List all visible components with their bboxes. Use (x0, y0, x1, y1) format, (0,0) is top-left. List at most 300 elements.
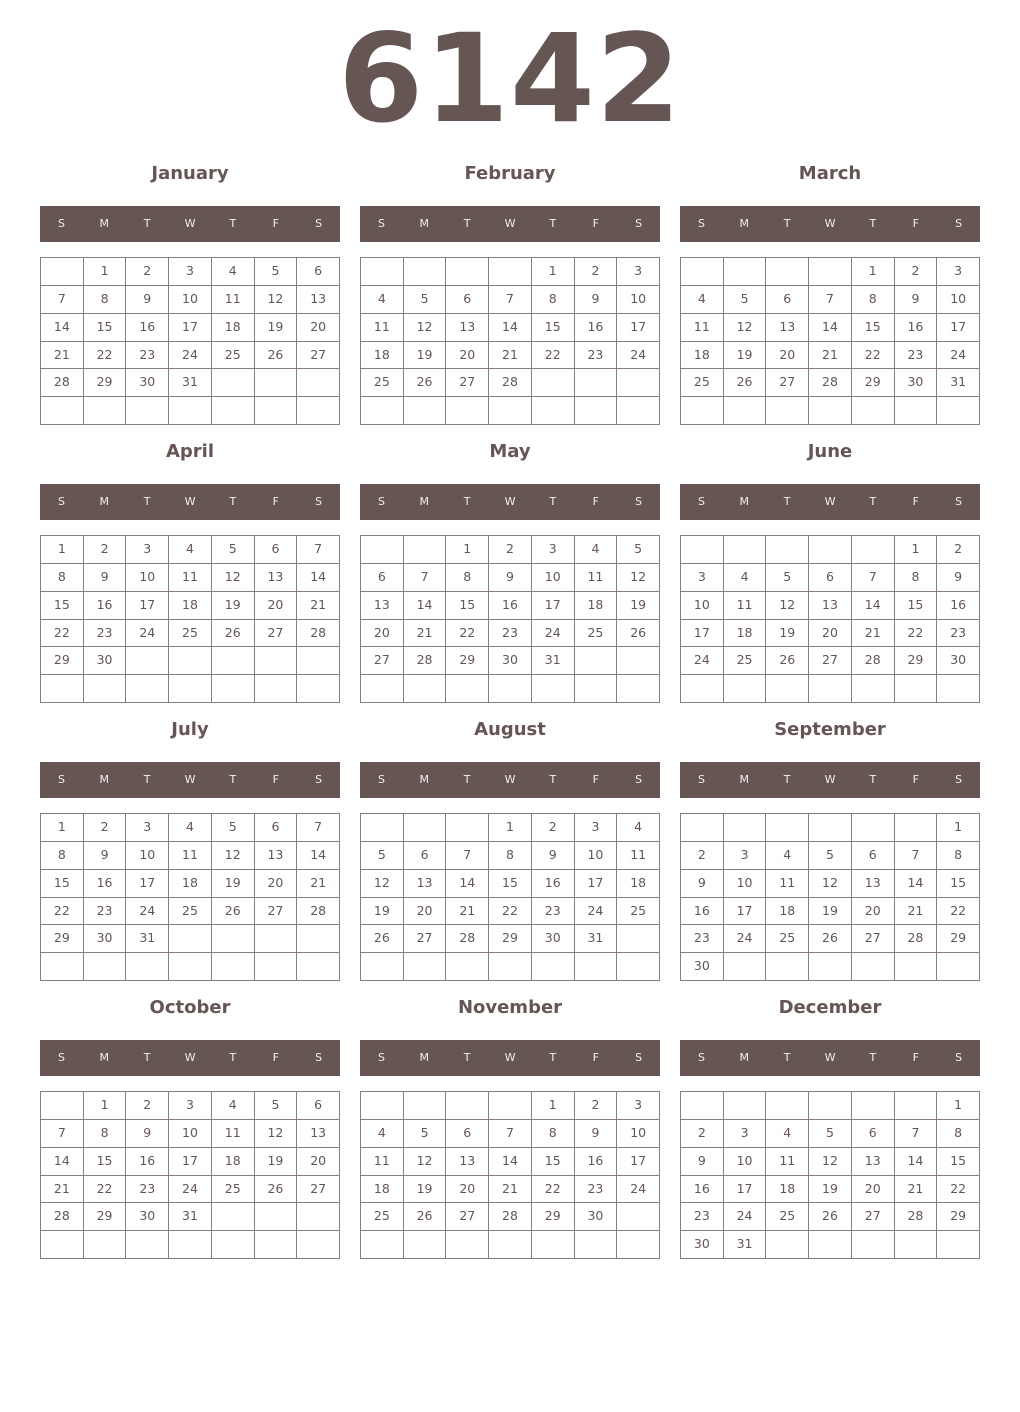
weekday-label: S (955, 495, 963, 508)
weekday-label: S (57, 217, 65, 230)
day-cell: 14 (852, 592, 895, 620)
day-cell: 21 (297, 592, 340, 620)
empty-day-cell (169, 925, 212, 953)
day-cell: 21 (404, 620, 447, 648)
weekday-label: S (697, 495, 705, 508)
day-cell: 23 (895, 342, 938, 370)
day-cell: 26 (766, 647, 809, 675)
empty-day-cell (489, 1231, 532, 1259)
empty-day-cell (532, 675, 575, 703)
day-cell: 14 (41, 1148, 84, 1176)
day-cell: 29 (532, 1203, 575, 1231)
day-cell: 25 (169, 620, 212, 648)
weekday-header (40, 484, 340, 520)
day-cell: 5 (212, 814, 255, 842)
day-cell: 12 (361, 870, 404, 898)
empty-day-cell (169, 1231, 212, 1259)
empty-day-cell (446, 814, 489, 842)
empty-day-cell (404, 953, 447, 981)
weekday-label: W (184, 495, 196, 508)
weekday-label: T (869, 495, 877, 508)
day-cell: 7 (404, 564, 447, 592)
day-cell: 29 (84, 369, 127, 397)
day-cell: 1 (84, 258, 127, 286)
weekday-label: S (57, 495, 65, 508)
day-cell: 7 (489, 1120, 532, 1148)
empty-day-cell (126, 675, 169, 703)
day-cell: 14 (446, 870, 489, 898)
day-cell: 6 (809, 564, 852, 592)
day-cell: 20 (404, 898, 447, 926)
day-cell: 10 (617, 1120, 660, 1148)
day-cell: 13 (446, 314, 489, 342)
empty-day-cell (809, 1231, 852, 1259)
day-cell: 11 (724, 592, 767, 620)
day-cell: 28 (41, 1203, 84, 1231)
day-cell: 20 (809, 620, 852, 648)
weekday-label: S (635, 773, 643, 786)
day-cell: 24 (724, 925, 767, 953)
day-cell: 10 (126, 842, 169, 870)
day-cell: 29 (895, 647, 938, 675)
day-cell: 27 (404, 925, 447, 953)
day-cell: 19 (255, 314, 298, 342)
day-cell: 27 (361, 647, 404, 675)
empty-day-cell (809, 1092, 852, 1120)
day-cell: 22 (895, 620, 938, 648)
weekday-label: M (419, 495, 430, 508)
day-cell: 11 (361, 1148, 404, 1176)
day-cell: 11 (766, 1148, 809, 1176)
day-cell: 19 (766, 620, 809, 648)
day-cell: 28 (895, 925, 938, 953)
empty-day-cell (617, 397, 660, 425)
day-cell: 16 (575, 1148, 618, 1176)
day-cell: 19 (404, 1176, 447, 1204)
empty-day-cell (681, 397, 724, 425)
day-cell: 25 (617, 898, 660, 926)
day-cell: 15 (937, 1148, 980, 1176)
weekday-label: W (184, 773, 196, 786)
empty-day-cell (297, 1231, 340, 1259)
weekday-label: F (272, 1051, 279, 1064)
weekday-label: M (739, 1051, 750, 1064)
day-cell: 4 (169, 814, 212, 842)
empty-day-cell (361, 814, 404, 842)
weekday-label: S (377, 495, 385, 508)
empty-day-cell (446, 258, 489, 286)
day-cell: 15 (532, 314, 575, 342)
empty-day-cell (617, 1231, 660, 1259)
weekday-label: T (229, 217, 237, 230)
empty-day-cell (937, 953, 980, 981)
empty-day-cell (532, 953, 575, 981)
day-cell: 27 (255, 898, 298, 926)
day-cell: 24 (937, 342, 980, 370)
day-cell: 11 (361, 314, 404, 342)
month-name: May (489, 441, 531, 462)
weekday-label: S (635, 217, 643, 230)
day-cell: 30 (489, 647, 532, 675)
day-cell: 4 (681, 286, 724, 314)
day-cell: 20 (446, 342, 489, 370)
day-cell: 6 (852, 842, 895, 870)
weekday-label: M (739, 495, 750, 508)
empty-day-cell (84, 1231, 127, 1259)
day-cell: 5 (255, 258, 298, 286)
day-cell: 11 (681, 314, 724, 342)
empty-day-cell (575, 647, 618, 675)
day-cell: 18 (766, 1176, 809, 1204)
weekday-label: T (463, 773, 471, 786)
day-cell: 9 (681, 870, 724, 898)
day-cell: 15 (489, 870, 532, 898)
month-name: January (151, 163, 229, 184)
day-cell: 2 (126, 1092, 169, 1120)
day-cell: 8 (937, 842, 980, 870)
day-cell: 4 (617, 814, 660, 842)
day-cell: 16 (681, 898, 724, 926)
day-cell: 16 (84, 870, 127, 898)
day-cell: 11 (766, 870, 809, 898)
empty-day-cell (724, 675, 767, 703)
weekday-header (360, 762, 660, 798)
day-cell: 16 (575, 314, 618, 342)
day-cell: 14 (404, 592, 447, 620)
empty-day-cell (212, 369, 255, 397)
weekday-label: F (912, 217, 919, 230)
day-cell: 17 (126, 592, 169, 620)
day-cell: 17 (169, 314, 212, 342)
empty-day-cell (617, 647, 660, 675)
day-cell: 5 (809, 842, 852, 870)
day-cell: 23 (532, 898, 575, 926)
day-grid (680, 535, 980, 703)
day-cell: 14 (809, 314, 852, 342)
day-cell: 26 (255, 1176, 298, 1204)
empty-day-cell (575, 397, 618, 425)
day-cell: 3 (169, 258, 212, 286)
day-cell: 9 (126, 286, 169, 314)
day-cell: 9 (895, 286, 938, 314)
weekday-label: W (824, 217, 836, 230)
empty-day-cell (404, 1092, 447, 1120)
day-cell: 13 (255, 564, 298, 592)
empty-day-cell (361, 1092, 404, 1120)
weekday-label: S (697, 217, 705, 230)
empty-day-cell (809, 953, 852, 981)
empty-day-cell (41, 1092, 84, 1120)
weekday-header (40, 206, 340, 242)
day-cell: 17 (724, 1176, 767, 1204)
empty-day-cell (852, 675, 895, 703)
day-cell: 6 (255, 536, 298, 564)
weekday-header (360, 206, 660, 242)
day-cell: 4 (361, 286, 404, 314)
day-cell: 5 (404, 1120, 447, 1148)
day-grid (40, 535, 340, 703)
day-cell: 23 (681, 925, 724, 953)
day-cell: 29 (446, 647, 489, 675)
day-cell: 10 (937, 286, 980, 314)
day-cell: 3 (681, 564, 724, 592)
day-cell: 29 (489, 925, 532, 953)
day-cell: 12 (212, 842, 255, 870)
empty-day-cell (895, 675, 938, 703)
day-cell: 4 (766, 1120, 809, 1148)
day-cell: 12 (212, 564, 255, 592)
empty-day-cell (212, 925, 255, 953)
day-cell: 25 (212, 1176, 255, 1204)
month-name: August (474, 719, 546, 740)
empty-day-cell (724, 397, 767, 425)
weekday-label: M (99, 495, 110, 508)
weekday-label: T (783, 495, 791, 508)
empty-day-cell (809, 258, 852, 286)
day-cell: 18 (361, 342, 404, 370)
empty-day-cell (852, 953, 895, 981)
empty-day-cell (895, 814, 938, 842)
day-cell: 30 (532, 925, 575, 953)
day-cell: 15 (446, 592, 489, 620)
empty-day-cell (937, 675, 980, 703)
day-cell: 27 (852, 925, 895, 953)
weekday-label: F (592, 1051, 599, 1064)
day-cell: 26 (212, 620, 255, 648)
empty-day-cell (446, 397, 489, 425)
weekday-header (360, 484, 660, 520)
day-cell: 14 (297, 842, 340, 870)
weekday-label: T (229, 773, 237, 786)
day-cell: 10 (169, 1120, 212, 1148)
month-name: June (807, 441, 853, 462)
day-cell: 19 (809, 898, 852, 926)
day-cell: 22 (937, 1176, 980, 1204)
day-cell: 28 (297, 620, 340, 648)
day-cell: 30 (681, 953, 724, 981)
day-cell: 22 (41, 620, 84, 648)
empty-day-cell (809, 536, 852, 564)
day-cell: 3 (126, 536, 169, 564)
empty-day-cell (532, 397, 575, 425)
weekday-label: F (592, 495, 599, 508)
day-grid (680, 1091, 980, 1259)
day-cell: 22 (84, 342, 127, 370)
day-cell: 25 (681, 369, 724, 397)
day-cell: 18 (724, 620, 767, 648)
empty-day-cell (895, 1231, 938, 1259)
day-cell: 2 (681, 842, 724, 870)
day-cell: 5 (404, 286, 447, 314)
day-cell: 11 (212, 286, 255, 314)
day-cell: 20 (297, 1148, 340, 1176)
empty-day-cell (766, 536, 809, 564)
day-cell: 16 (681, 1176, 724, 1204)
empty-day-cell (297, 1203, 340, 1231)
empty-day-cell (895, 397, 938, 425)
empty-day-cell (404, 397, 447, 425)
day-cell: 8 (489, 842, 532, 870)
empty-day-cell (766, 1092, 809, 1120)
day-cell: 19 (809, 1176, 852, 1204)
day-cell: 15 (84, 314, 127, 342)
weekday-label: F (272, 495, 279, 508)
weekday-label: M (419, 1051, 430, 1064)
day-cell: 13 (852, 870, 895, 898)
day-cell: 21 (895, 1176, 938, 1204)
empty-day-cell (766, 814, 809, 842)
day-cell: 5 (617, 536, 660, 564)
day-cell: 25 (766, 925, 809, 953)
day-cell: 27 (446, 1203, 489, 1231)
day-cell: 20 (446, 1176, 489, 1204)
day-cell: 24 (169, 1176, 212, 1204)
day-cell: 8 (532, 1120, 575, 1148)
weekday-label: M (99, 217, 110, 230)
day-cell: 16 (126, 1148, 169, 1176)
day-cell: 10 (169, 286, 212, 314)
day-cell: 25 (361, 369, 404, 397)
day-cell: 5 (361, 842, 404, 870)
empty-day-cell (297, 397, 340, 425)
empty-day-cell (575, 1231, 618, 1259)
day-cell: 30 (681, 1231, 724, 1259)
day-cell: 22 (489, 898, 532, 926)
day-cell: 29 (41, 647, 84, 675)
day-cell: 5 (766, 564, 809, 592)
day-cell: 15 (895, 592, 938, 620)
empty-day-cell (169, 953, 212, 981)
empty-day-cell (852, 397, 895, 425)
day-cell: 3 (126, 814, 169, 842)
day-cell: 8 (895, 564, 938, 592)
empty-day-cell (169, 397, 212, 425)
empty-day-cell (766, 258, 809, 286)
month-name: March (798, 163, 862, 184)
empty-day-cell (809, 675, 852, 703)
day-cell: 29 (84, 1203, 127, 1231)
day-cell: 31 (937, 369, 980, 397)
day-cell: 10 (617, 286, 660, 314)
empty-day-cell (489, 953, 532, 981)
day-cell: 1 (41, 536, 84, 564)
weekday-label: T (549, 773, 557, 786)
day-cell: 31 (169, 369, 212, 397)
day-grid (360, 257, 660, 425)
day-cell: 9 (126, 1120, 169, 1148)
empty-day-cell (361, 258, 404, 286)
weekday-label: T (869, 217, 877, 230)
empty-day-cell (681, 258, 724, 286)
empty-day-cell (41, 258, 84, 286)
day-cell: 21 (489, 342, 532, 370)
day-cell: 27 (255, 620, 298, 648)
empty-day-cell (852, 814, 895, 842)
day-cell: 18 (169, 592, 212, 620)
day-cell: 15 (41, 592, 84, 620)
weekday-label: S (697, 1051, 705, 1064)
day-cell: 20 (297, 314, 340, 342)
day-cell: 22 (532, 342, 575, 370)
day-cell: 16 (937, 592, 980, 620)
weekday-label: W (184, 217, 196, 230)
day-grid (360, 813, 660, 981)
weekday-header (680, 762, 980, 798)
day-cell: 2 (126, 258, 169, 286)
empty-day-cell (404, 258, 447, 286)
empty-day-cell (489, 258, 532, 286)
day-cell: 26 (809, 1203, 852, 1231)
empty-day-cell (297, 925, 340, 953)
day-cell: 6 (446, 286, 489, 314)
day-cell: 6 (404, 842, 447, 870)
empty-day-cell (724, 814, 767, 842)
day-cell: 8 (84, 1120, 127, 1148)
empty-day-cell (212, 953, 255, 981)
day-cell: 3 (617, 258, 660, 286)
day-cell: 28 (809, 369, 852, 397)
day-cell: 22 (84, 1176, 127, 1204)
day-cell: 7 (895, 842, 938, 870)
day-cell: 24 (575, 898, 618, 926)
day-cell: 10 (724, 1148, 767, 1176)
day-cell: 23 (126, 342, 169, 370)
day-cell: 27 (297, 342, 340, 370)
day-cell: 4 (361, 1120, 404, 1148)
day-cell: 25 (575, 620, 618, 648)
day-cell: 31 (169, 1203, 212, 1231)
day-cell: 21 (895, 898, 938, 926)
empty-day-cell (297, 675, 340, 703)
day-cell: 7 (41, 1120, 84, 1148)
day-grid (40, 1091, 340, 1259)
empty-day-cell (404, 675, 447, 703)
day-cell: 21 (489, 1176, 532, 1204)
empty-day-cell (617, 925, 660, 953)
day-cell: 15 (41, 870, 84, 898)
month-name: October (149, 997, 231, 1018)
empty-day-cell (361, 675, 404, 703)
weekday-header (360, 1040, 660, 1076)
day-cell: 21 (297, 870, 340, 898)
day-cell: 29 (852, 369, 895, 397)
weekday-header (680, 206, 980, 242)
month-name: December (778, 997, 882, 1018)
weekday-label: S (315, 773, 323, 786)
day-cell: 1 (84, 1092, 127, 1120)
day-cell: 26 (404, 1203, 447, 1231)
empty-day-cell (724, 953, 767, 981)
empty-day-cell (404, 814, 447, 842)
day-cell: 15 (852, 314, 895, 342)
weekday-label: S (955, 773, 963, 786)
empty-day-cell (446, 953, 489, 981)
empty-day-cell (446, 1231, 489, 1259)
empty-day-cell (255, 675, 298, 703)
weekday-label: F (912, 773, 919, 786)
day-cell: 15 (84, 1148, 127, 1176)
empty-day-cell (297, 369, 340, 397)
day-cell: 10 (126, 564, 169, 592)
day-cell: 6 (766, 286, 809, 314)
day-cell: 12 (766, 592, 809, 620)
weekday-label: T (869, 773, 877, 786)
day-cell: 24 (532, 620, 575, 648)
day-cell: 4 (169, 536, 212, 564)
day-cell: 19 (361, 898, 404, 926)
empty-day-cell (766, 397, 809, 425)
day-cell: 11 (169, 842, 212, 870)
